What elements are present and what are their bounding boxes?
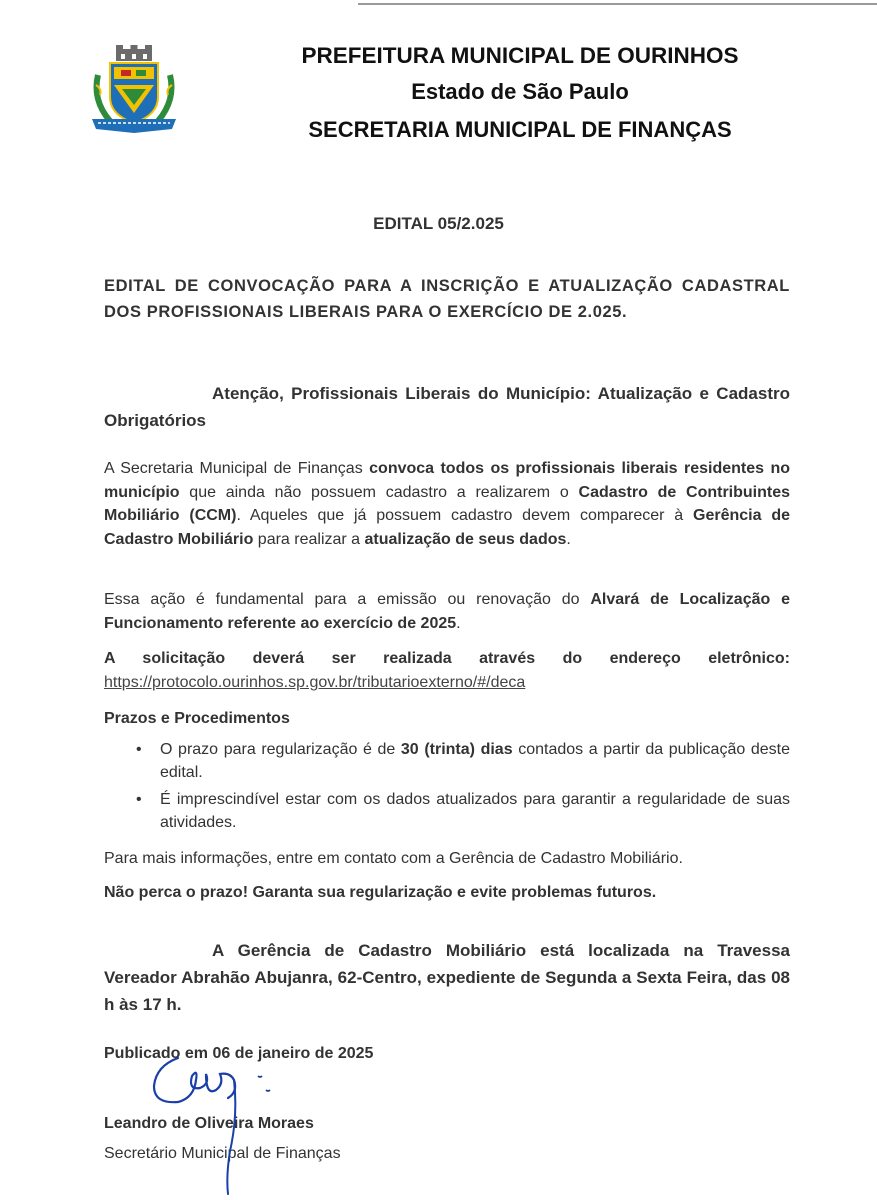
prazos-item2-text: É imprescindível estar com os dados atualizados para garantir a regularidade de suas atividades. bbox=[160, 790, 790, 831]
attention-heading bbox=[104, 380, 790, 434]
para1-bold-1: convoca todos os profissionais liberais residentes no município bbox=[104, 460, 791, 501]
request-instruction: A solicitação deverá ser realizada através do endereço eletrônico: bbox=[104, 650, 790, 667]
para1-text-1: A Secretaria Municipal de Finanças bbox=[104, 460, 370, 477]
header-municipality: PREFEITURA MUNICIPAL DE OURINHOS bbox=[301, 43, 739, 68]
paragraph-convocation bbox=[104, 457, 790, 551]
prazos-item1-bold: 30 (trinta) dias bbox=[400, 740, 513, 758]
para2-bold-1: Alvará de Localização e Funcionamento referente ao exercício de 2025 bbox=[104, 591, 791, 632]
location-paragraph bbox=[104, 937, 790, 1018]
para1-bold-4: atualização de seus dados bbox=[364, 530, 567, 548]
paragraph-alvara bbox=[104, 588, 790, 635]
header-department: SECRETARIA MUNICIPAL DE FINANÇAS bbox=[308, 117, 732, 142]
protocol-link[interactable]: https://protocolo.ourinhos.sp.gov.br/tributarioexterno/#/deca bbox=[104, 673, 526, 691]
prazos-item1-text-1: O prazo para regularização é de bbox=[160, 740, 401, 758]
section-prazos bbox=[104, 707, 790, 835]
list-item bbox=[104, 738, 790, 785]
header-state: Estado de São Paulo bbox=[411, 79, 629, 104]
signer-role: Secretário Municipal de Finanças bbox=[104, 1145, 341, 1162]
edital-title: EDITAL 05/2.025 bbox=[373, 214, 504, 233]
para2-text-2: . bbox=[456, 614, 461, 632]
info-line: Para mais informações, entre em contato com a Gerência de Cadastro Mobiliário. bbox=[104, 850, 683, 867]
handwritten-signature-icon bbox=[148, 1046, 288, 1196]
para1-bold-2: Cadastro de Contribuintes Mobiliário (CCM) bbox=[104, 483, 791, 524]
prazos-heading: Prazos e Procedimentos bbox=[104, 710, 290, 727]
paragraph-request bbox=[104, 647, 790, 694]
prazos-item1-text-2: contados a partir da publicação deste edital. bbox=[160, 740, 790, 781]
location-text: A Gerência de Cadastro Mobiliário está localizada na Travessa Vereador Abrahão Abujanra, 62-Centro, expediente de Segunda a Sexta Feira, das 08 h às 17 h. bbox=[104, 941, 790, 1014]
letterhead bbox=[200, 40, 840, 149]
municipal-coat-of-arms-icon bbox=[88, 45, 180, 137]
attention-text: Atenção, Profissionais Liberais do Município: Atualização e Cadastro Obrigatórios bbox=[104, 384, 790, 430]
signer-name: Leandro de Oliveira Moraes bbox=[104, 1115, 314, 1132]
para1-text-5: . bbox=[566, 530, 571, 548]
list-item bbox=[104, 788, 790, 835]
para1-text-4: para realizar a bbox=[253, 530, 365, 548]
para1-text-3: . Aqueles que já possuem cadastro devem comparecer à bbox=[236, 507, 694, 524]
publication-date: Publicado em 06 de janeiro de 2025 bbox=[104, 1045, 374, 1062]
top-rule bbox=[358, 3, 877, 5]
edital-subject: EDITAL DE CONVOCAÇÃO PARA A INSCRIÇÃO E ATUALIZAÇÃO CADASTRAL DOS PROFISSIONAIS LIBERAIS PARA O EXERCÍCIO DE 2.025. bbox=[104, 277, 790, 321]
para1-bold-3: Gerência de Cadastro Mobiliário bbox=[104, 507, 791, 548]
prazos-list bbox=[104, 738, 790, 835]
para1-text-2: que ainda não possuem cadastro a realizarem o bbox=[179, 483, 579, 501]
para2-text-1: Essa ação é fundamental para a emissão ou renovação do bbox=[104, 591, 591, 608]
warning-line: Não perca o prazo! Garanta sua regularização e evite problemas futuros. bbox=[104, 884, 657, 901]
